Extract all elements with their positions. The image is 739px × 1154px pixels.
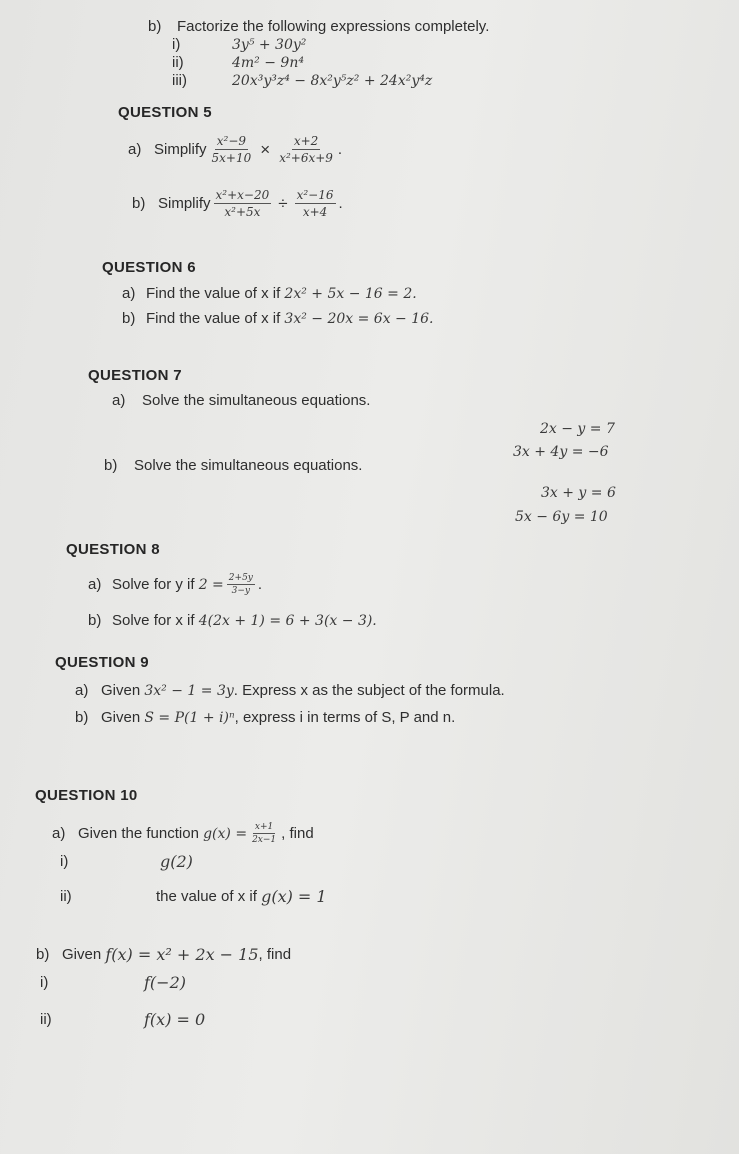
punctuation: . — [257, 576, 263, 593]
q8b — [88, 612, 377, 629]
item-label: b) — [36, 946, 50, 963]
item-label: ii) — [60, 888, 72, 905]
instruction-text: Given — [62, 946, 102, 963]
math-expression: 2x² + 5x − 16 = 2. — [284, 285, 417, 302]
math-expression: g(x) = 1 — [261, 887, 327, 906]
item-label: b) — [148, 18, 162, 35]
instruction-text: Solve the simultaneous equations. — [142, 392, 371, 409]
operator: ÷ — [278, 193, 288, 213]
item-label: a) — [75, 682, 89, 699]
q7a — [112, 392, 370, 409]
q7a-equation-1: 2x − y = 7 — [540, 421, 615, 437]
q8a — [88, 573, 262, 596]
instruction-text: . Express x as the subject of the formula. — [233, 682, 505, 699]
fraction — [277, 134, 335, 165]
item-label: i) — [172, 36, 181, 53]
item-label: i) — [60, 853, 69, 870]
math-expression: 4m² − 9n⁴ — [232, 54, 304, 71]
instruction-text: , find — [281, 825, 314, 842]
q10b — [36, 945, 291, 964]
operator: × — [260, 139, 271, 159]
numerator: x+1 — [254, 822, 274, 832]
math-expression: f(x) = x² + 2x − 15 — [105, 945, 259, 964]
math-expression: g(x) = — [203, 825, 248, 842]
q6a — [122, 285, 417, 302]
item-label: a) — [112, 392, 126, 409]
q4b-instruction — [148, 18, 489, 35]
denominator: x²+6x+9 — [279, 151, 333, 165]
q10a — [52, 822, 314, 845]
instruction-text: Solve for x if — [112, 612, 195, 629]
q7b-equation-1: 3x + y = 6 — [541, 485, 616, 501]
instruction-text: Simplify — [154, 141, 207, 158]
numerator: x²−9 — [216, 134, 247, 148]
math-expression: 3x² − 20x = 6x − 16. — [284, 310, 434, 327]
question-8-heading: QUESTION 8 — [66, 541, 160, 558]
instruction-text: Find the value of x if — [146, 310, 281, 327]
question-9-heading: QUESTION 9 — [55, 654, 149, 671]
math-expression: f(x) = 0 — [144, 1010, 206, 1029]
denominator: 2x−1 — [252, 835, 277, 845]
item-label: i) — [40, 974, 49, 991]
q4b-item-i — [172, 36, 306, 53]
numerator: x²+x−20 — [215, 188, 270, 202]
q4b-item-ii — [172, 54, 304, 71]
fraction — [227, 573, 255, 596]
punctuation: . — [338, 195, 343, 212]
q10b-item-ii — [40, 1010, 205, 1029]
punctuation: . — [337, 141, 343, 158]
math-expression: 3x² − 1 = 3y — [144, 682, 234, 699]
q10a-item-ii — [60, 887, 327, 906]
fraction — [250, 822, 278, 845]
question-10-heading: QUESTION 10 — [35, 787, 138, 804]
item-label: b) — [104, 457, 118, 474]
instruction-text: Simplify — [158, 195, 211, 212]
question-7-heading: QUESTION 7 — [88, 367, 182, 384]
denominator: 5x+10 — [211, 151, 252, 165]
instruction-text: Find the value of x if — [146, 285, 281, 302]
math-expression: 20x³y³z⁴ − 8x²y⁵z² + 24x²y⁴z — [232, 72, 433, 89]
math-expression: f(−2) — [144, 973, 186, 992]
item-label: a) — [52, 825, 66, 842]
item-label: a) — [122, 285, 136, 302]
q10a-item-i — [60, 852, 193, 871]
fraction — [210, 134, 254, 165]
instruction-text: Factorize the following expressions completely. — [177, 18, 490, 35]
item-label: b) — [75, 709, 89, 726]
item-label: b) — [132, 195, 146, 212]
denominator: x²+5x — [224, 205, 261, 219]
item-label: b) — [122, 310, 136, 327]
instruction-text: Solve the simultaneous equations. — [134, 457, 363, 474]
fraction — [214, 188, 272, 219]
instruction-text: Given the function — [78, 825, 199, 842]
instruction-text: , express i in terms of S, P and n. — [234, 709, 456, 726]
instruction-text: , find — [258, 946, 292, 963]
q9a — [75, 682, 505, 699]
item-label: a) — [128, 141, 142, 158]
numerator: x+2 — [293, 134, 319, 148]
q7b-equation-2: 5x − 6y = 10 — [515, 509, 608, 525]
q4b-item-iii — [172, 72, 432, 89]
item-label: ii) — [40, 1011, 52, 1028]
q9b — [75, 709, 455, 726]
denominator: 3−y — [231, 586, 251, 596]
instruction-text: the value of x if — [156, 888, 257, 905]
question-6-heading: QUESTION 6 — [102, 259, 196, 276]
numerator: x²−16 — [296, 188, 334, 202]
question-5-heading: QUESTION 5 — [118, 104, 212, 121]
numerator: 2+5y — [228, 573, 253, 583]
item-label: ii) — [172, 54, 184, 71]
q10b-item-i — [40, 973, 186, 992]
denominator: x+4 — [302, 205, 328, 219]
instruction-text: Given — [101, 682, 141, 699]
math-expression: 3y⁵ + 30y² — [232, 36, 307, 53]
math-expression: 2 = — [198, 576, 224, 593]
q5a — [128, 134, 342, 165]
instruction-text: Given — [101, 709, 141, 726]
math-expression: 4(2x + 1) = 6 + 3(x − 3). — [198, 612, 377, 629]
math-expression: S = P(1 + i)ⁿ — [144, 709, 235, 726]
item-label: iii) — [172, 72, 187, 89]
instruction-text: Solve for y if — [112, 576, 195, 593]
q6b — [122, 310, 434, 327]
item-label: a) — [88, 576, 102, 593]
math-expression: g(2) — [160, 852, 193, 871]
q7a-equation-2: 3x + 4y = −6 — [513, 444, 609, 460]
fraction — [295, 188, 336, 219]
q7b — [104, 457, 362, 474]
q5b — [132, 188, 343, 219]
item-label: b) — [88, 612, 102, 629]
